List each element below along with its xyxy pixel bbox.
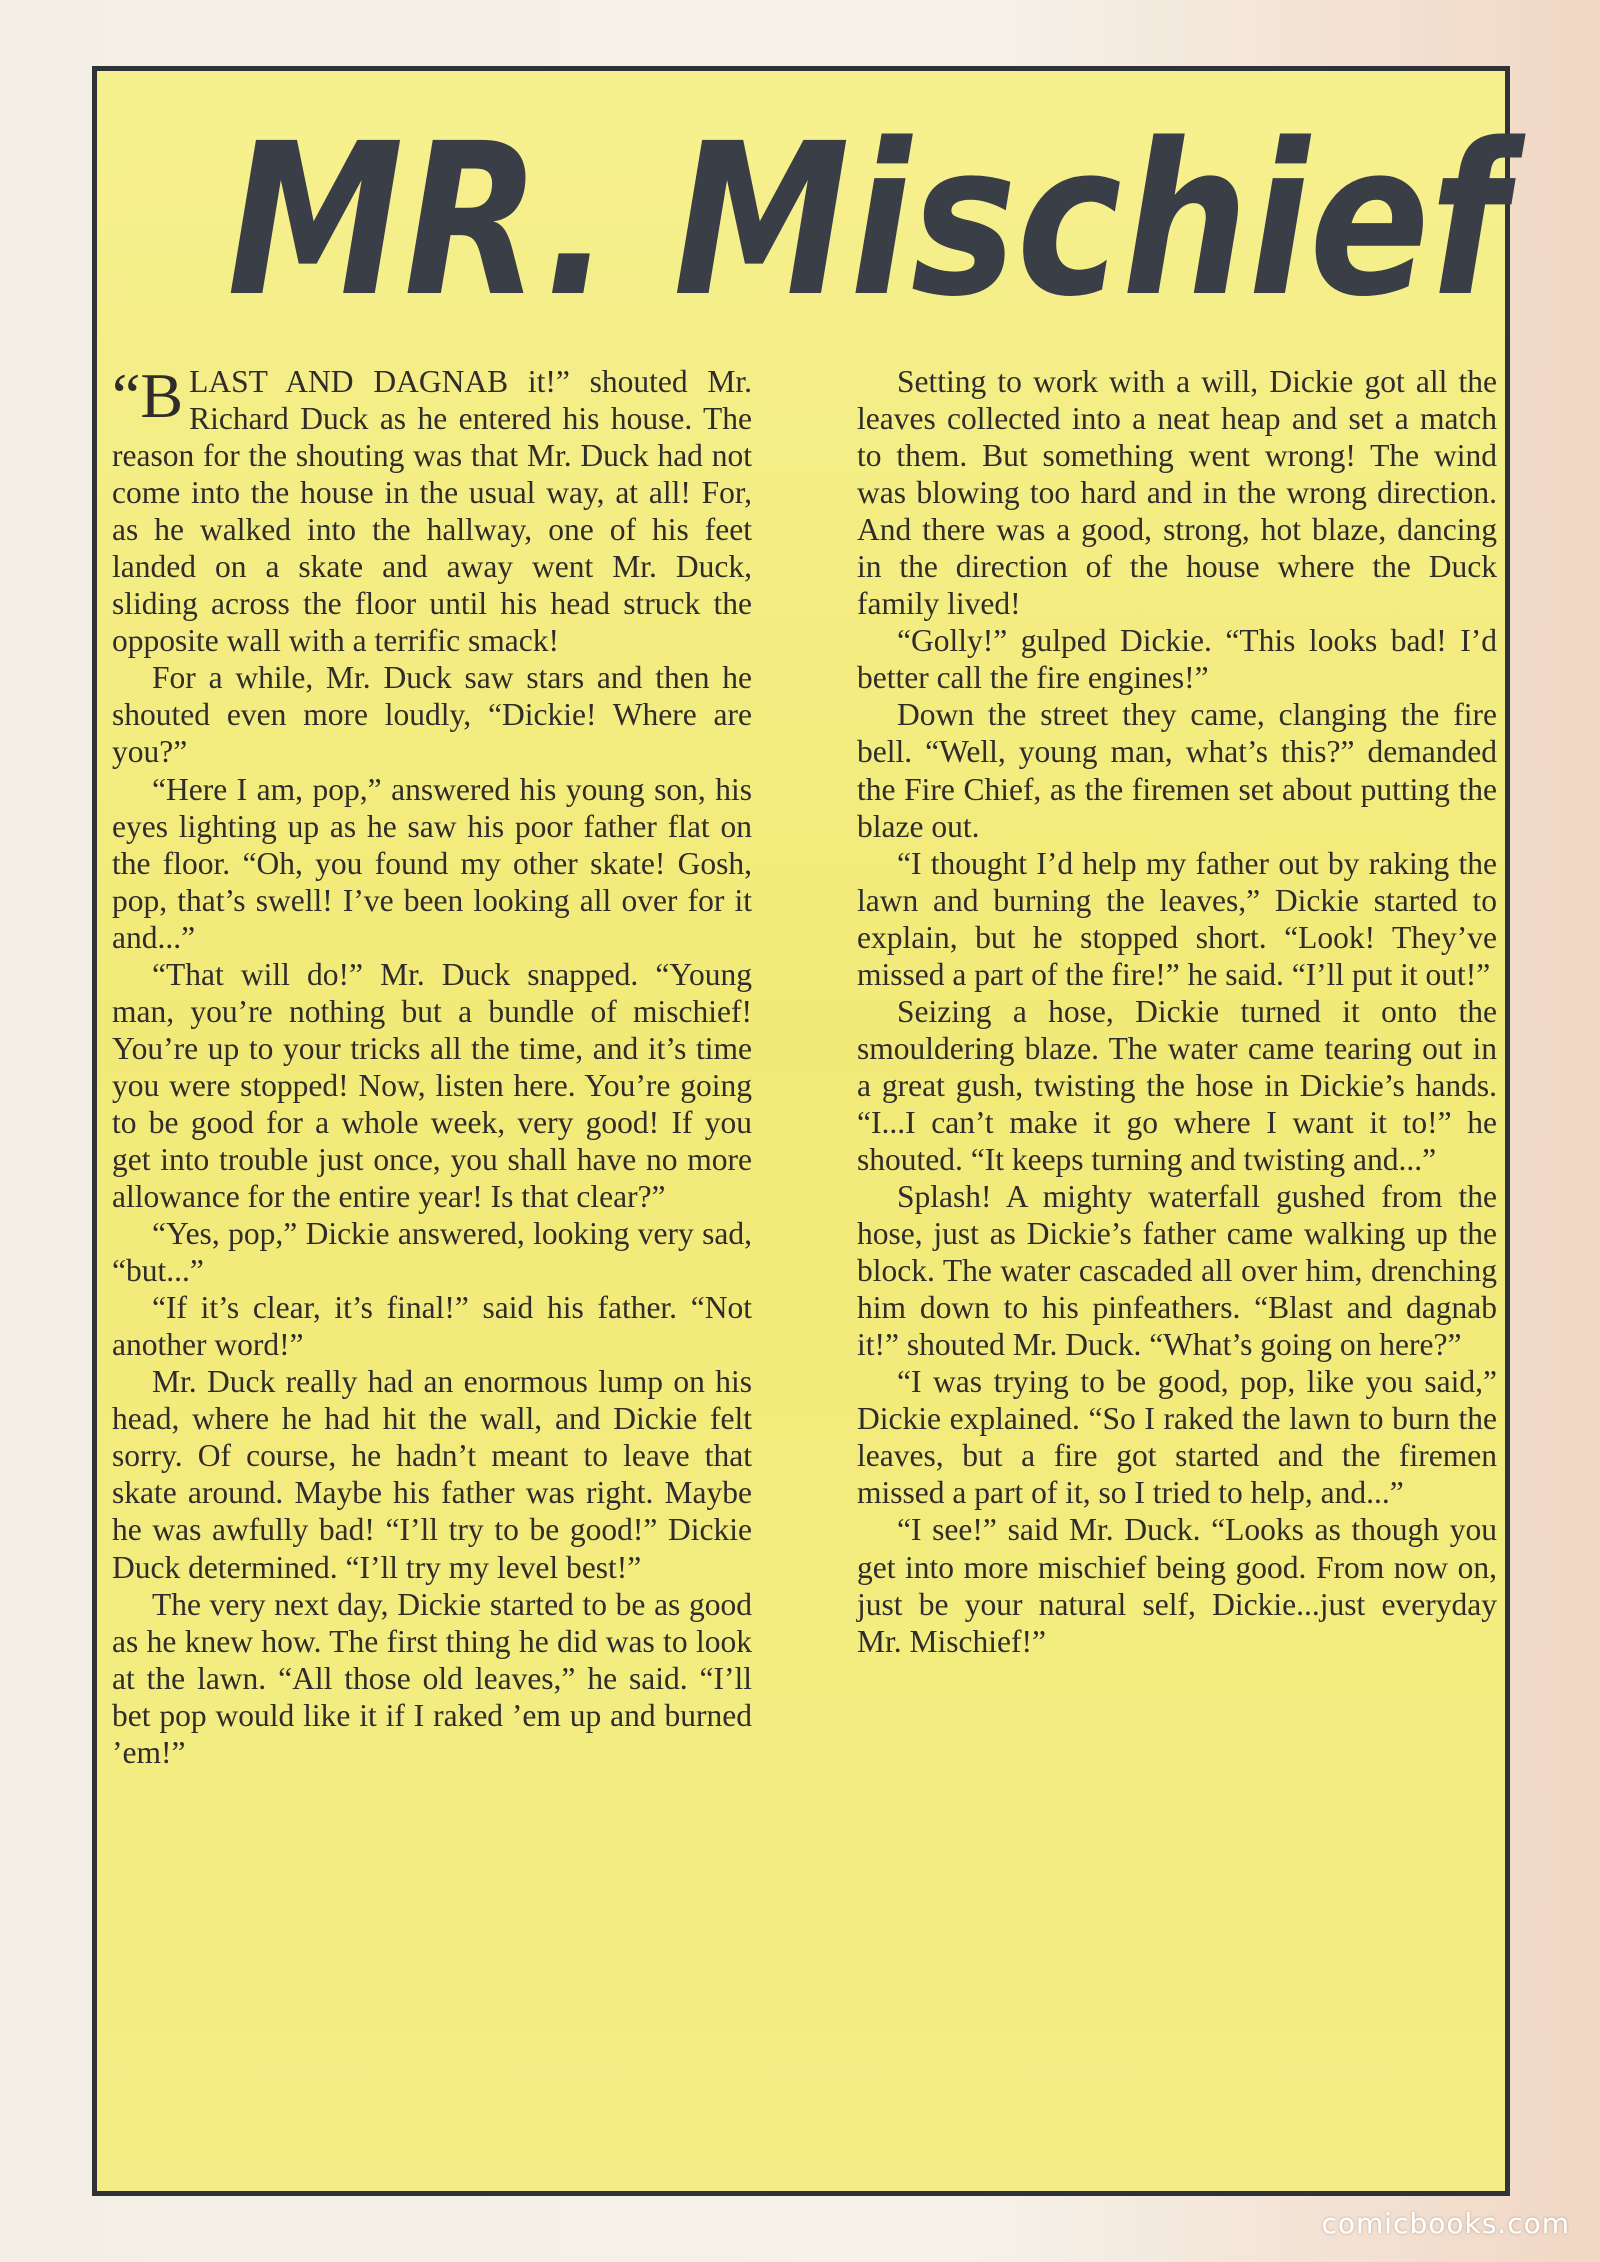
paragraph: “I thought I’d help my father out by raking the lawn and burning the leaves,” Dickie started to explain, but he stopped short. “Look! They’ve missed a part of the fire!” he said. “I’ll put it out!” xyxy=(857,845,1497,992)
paragraph: For a while, Mr. Duck saw stars and then he shouted even more loudly, “Dickie! Where are you?” xyxy=(112,660,752,770)
paragraph: Seizing a hose, Dickie turned it onto the smouldering blaze. The water came tearing out in a great gush, twisting the hose in Dickie’s hands. “I...I can’t make it go where I want it to!” he shouted. “It keeps turning and twisting and...” xyxy=(857,993,1497,1177)
paragraph: “Here I am, pop,” answered his young son, his eyes lighting up as he saw his poor father flat on the floor. “Oh, you found my other skate! Gosh, pop, that’s swell! I’ve been looking all over for it and...” xyxy=(112,771,752,955)
paragraph: “Golly!” gulped Dickie. “This looks bad! I’d better call the fire engines!” xyxy=(857,623,1497,696)
paragraph: “I was trying to be good, pop, like you said,” Dickie explained. “So I raked the lawn to burn the leaves, but a fire got started and the firemen missed a part of it, so I tried to help, and...” xyxy=(857,1364,1497,1511)
paragraph: “I see!” said Mr. Duck. “Looks as though you get into more mischief being good. From now on, just be your natural self, Dickie...just everyday Mr. Mischief!” xyxy=(857,1512,1497,1659)
paragraph: The very next day, Dickie started to be as good as he knew how. The first thing he did was to look at the lawn. “All those old leaves,” he said. “I’ll bet pop would like it if I raked ’em up and burned ’em!” xyxy=(112,1586,752,1770)
site-watermark: comicbooks.com xyxy=(1321,2207,1570,2240)
title-banner xyxy=(97,71,1527,343)
page-title xyxy=(207,93,1527,343)
paragraph: Setting to work with a will, Dickie got all the leaves collected into a neat heap and set a match to them. But something went wrong! The wind was blowing too hard and in the wrong direction. And there was a good, strong, hot blaze, dancing in the direction of the house where the Duck family lived! xyxy=(857,364,1497,622)
story-page xyxy=(92,66,1527,2196)
story-column-right xyxy=(857,363,1497,1660)
drop-cap: “B xyxy=(112,360,184,431)
paragraph: Down the street they came, clanging the fire bell. “Well, young man, what’s this?” demanded the Fire Chief, as the firemen set about putting the blaze out. xyxy=(857,697,1497,844)
paragraph: “If it’s clear, it’s final!” said his father. “Not another word!” xyxy=(112,1290,752,1363)
paragraph: “BLAST AND DAGNAB it!” shouted Mr. Richard Duck as he entered his house. The reason for the shouting was that Mr. Duck had not come into the house in the usual way, at all! For, as he walked into the hallway, one of his feet landed on a skate and away went Mr. Duck, sliding across the floor until his head struck the opposite wall with a terrific smack! xyxy=(112,360,752,659)
paragraph: “Yes, pop,” Dickie answered, looking very sad, “but...” xyxy=(112,1216,752,1289)
paragraph: Splash! A mighty waterfall gushed from the hose, just as Dickie’s father came walking up the block. The water cascaded all over him, drenching him down to his pinfeathers. “Blast and dagnab it!” shouted Mr. Duck. “What’s going on here?” xyxy=(857,1179,1497,1363)
paragraph: Mr. Duck really had an enormous lump on his head, where he had hit the wall, and Dickie felt sorry. Of course, he hadn’t meant to leave that skate around. Maybe his father was right. Maybe he was awfully bad! “I’ll try to be good!” Dickie Duck determined. “I’ll try my level best!” xyxy=(112,1364,752,1585)
svg-text:MR. Mischief: MR. Mischief xyxy=(227,98,1527,343)
paragraph: “That will do!” Mr. Duck snapped. “Young man, you’re nothing but a bundle of mischief! You’re up to your tricks all the time, and it’s time you were stopped! Now, listen here. You’re going to be good for a whole week, very good! If you get into trouble just once, you shall have no more allowance for the entire year! Is that clear?” xyxy=(112,956,752,1215)
title-lettering xyxy=(207,93,1527,343)
story-column-left xyxy=(112,360,752,1771)
